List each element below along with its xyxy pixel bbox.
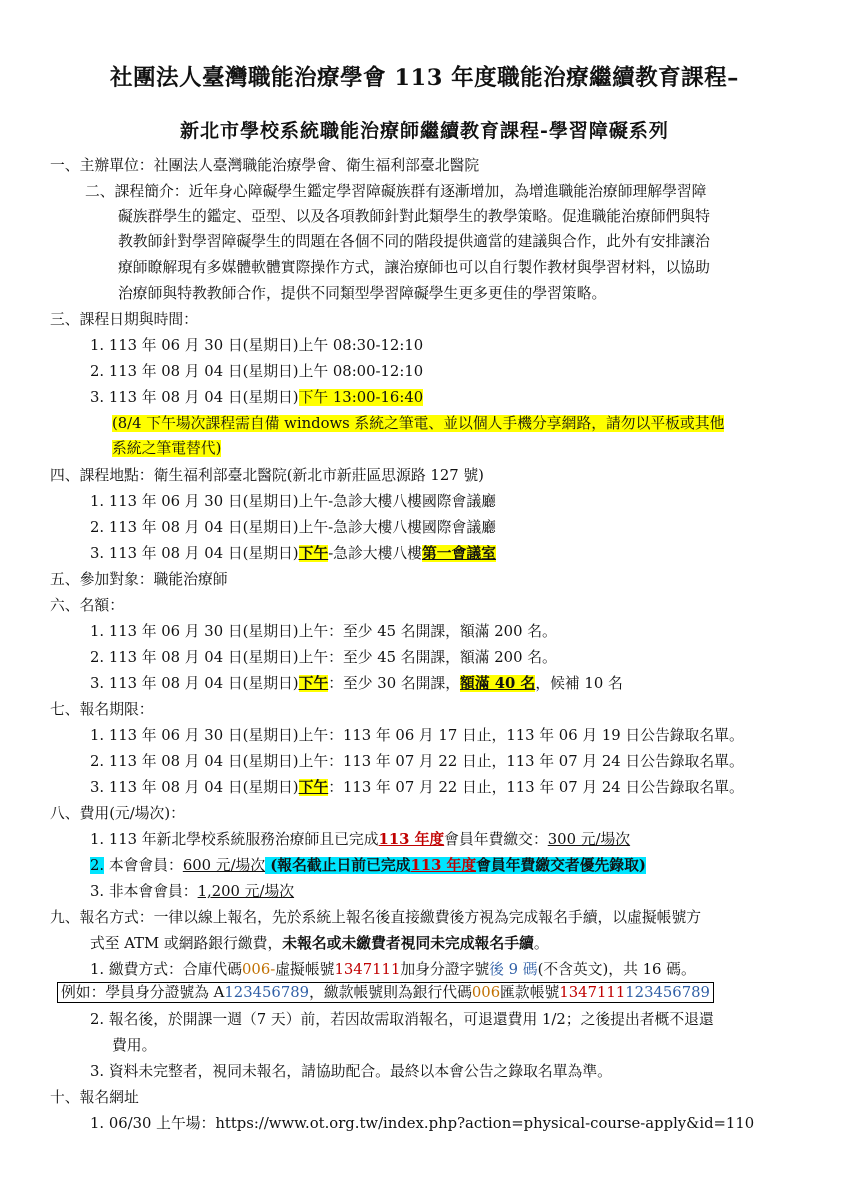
fee-item-3 xyxy=(90,882,294,902)
dates-item-3-time: 下午 13:00-16:40 xyxy=(298,389,424,406)
quota-item-3-waitlist: ，候補 10 名 xyxy=(535,675,623,692)
section-quota-heading: 六、名額： xyxy=(50,597,124,614)
fee-item-2 xyxy=(90,856,646,876)
example-transfer-label: 匯款帳號 xyxy=(500,984,560,1001)
fee-item-1-price: 300 元/場次 xyxy=(547,831,631,848)
registration-period: 。 xyxy=(533,935,549,952)
payment-example-box xyxy=(57,983,714,1003)
fee-item-2-price: 600 元/場次 xyxy=(182,857,266,874)
section-location-heading: 四、課程地點：衛生福利部臺北醫院(新北市新莊區思源路 127 號) xyxy=(50,467,484,484)
fee-item-1-year: 113 年度 xyxy=(378,831,445,848)
dates-note-line-1 xyxy=(112,414,724,434)
quota-item-3-min: ：至少 30 名開課， xyxy=(328,675,461,692)
example-id-number: 123456789 xyxy=(224,984,310,1001)
location-item-3-building: -急診大樓八樓 xyxy=(328,545,422,562)
quota-item-2: 2. 113 年 08 月 04 日(星期日)上午：至少 45 名開課，額滿 200 名。 xyxy=(90,649,557,666)
section-intro-line-1: 二、課程簡介：近年身心障礙學生鑑定學習障礙族群有逐漸增加，為增進職能治療師理解學習障 xyxy=(85,183,707,200)
code-length-note: (不含英文)，共 16 碼。 xyxy=(537,961,696,978)
url-item-1[interactable]: 1. 06/30 上午場：https://www.ot.org.tw/index.php?action=physical-course-apply&id=110 xyxy=(90,1115,755,1132)
dates-note-line-2 xyxy=(112,439,221,459)
laptop-note-2: 系統之筆電替代) xyxy=(112,440,222,457)
quota-item-3-date: 3. 113 年 08 月 04 日(星期日) xyxy=(90,675,299,692)
fee-item-1-text: 1. 113 年新北學校系統服務治療師且已完成 xyxy=(90,831,379,848)
id-suffix-label: 加身分證字號 xyxy=(400,961,490,978)
bank-code: 006- xyxy=(242,961,276,978)
document-title: 社團法人臺灣職能治療學會 113 年度職能治療繼續教育課程– xyxy=(110,65,739,91)
dates-item-1: 1. 113 年 06 月 30 日(星期日)上午 08:30-12:10 xyxy=(90,337,424,354)
section-registration-line-1: 九、報名方式：一律以線上報名，先於系統上報名後直接繳費後方視為完成報名手續，以虛擬帳號方 xyxy=(50,909,702,926)
registration-atm-text: 式至 ATM 或網路銀行繳費， xyxy=(90,935,283,952)
document-subtitle: 新北市學校系統職能治療師繼續教育課程-學習障礙系列 xyxy=(180,120,669,142)
location-item-1: 1. 113 年 06 月 30 日(星期日)上午-急診大樓八樓國際會議廳 xyxy=(90,493,496,510)
section-fee-heading: 八、費用(元/場次)： xyxy=(50,805,185,822)
fee-item-1 xyxy=(90,830,630,850)
section-audience: 五、參加對象：職能治療師 xyxy=(50,571,228,588)
registration-item-3: 3. 資料未完整者，視同未報名，請協助配合。最終以本會公告之錄取名單為準。 xyxy=(90,1063,612,1080)
fee-item-2-year: 113 年度 xyxy=(410,857,477,874)
section-url-heading: 十、報名網址 xyxy=(50,1089,139,1106)
fee-item-2-note-a: (報名截止日前已完成 xyxy=(265,857,411,874)
section-dates-heading: 三、課程日期與時間： xyxy=(50,311,198,328)
quota-item-3-max: 額滿 40 名 xyxy=(460,675,536,692)
section-intro-line-5: 治療師與特教教師合作，提供不同類型學習障礙學生更多更佳的學習策略。 xyxy=(118,285,607,302)
location-item-3-pm: 下午 xyxy=(298,545,329,562)
section-deadline-heading: 七、報名期限： xyxy=(50,701,154,718)
example-account-prefix: 1347111 xyxy=(559,984,626,1001)
quota-item-3-pm: 下午 xyxy=(298,675,329,692)
quota-item-3 xyxy=(90,674,623,694)
example-account-suffix: 123456789 xyxy=(625,984,710,1001)
location-item-3-date: 3. 113 年 08 月 04 日(星期日) xyxy=(90,545,299,562)
virtual-account-prefix: 1347111 xyxy=(334,961,401,978)
virtual-account-label: 虛擬帳號 xyxy=(275,961,335,978)
section-intro-line-4: 療師瞭解現有多媒體軟體實際操作方式，讓治療師也可以自行製作教材與學習材料，以協助 xyxy=(118,259,710,276)
registration-warning: 未報名或未繳費者視同未完成報名手續 xyxy=(282,935,534,952)
dates-item-3 xyxy=(90,388,423,408)
fee-item-2-note-b: 會員年費繳交者優先錄取) xyxy=(476,857,646,874)
section-intro-line-2: 礙族群學生的鑑定、亞型、以及各項教師針對此類學生的教學策略。促進職能治療師們與特 xyxy=(118,208,710,225)
payment-example xyxy=(57,982,714,1003)
dates-item-3-date: 3. 113 年 08 月 04 日(星期日) xyxy=(90,389,299,406)
deadline-item-3 xyxy=(90,778,744,798)
deadline-item-2: 2. 113 年 08 月 04 日(星期日)上午：113 年 07 月 22 日止，113 年 07 月 24 日公告錄取名單。 xyxy=(90,753,744,770)
deadline-item-1: 1. 113 年 06 月 30 日(星期日)上午：113 年 06 月 17 日止，113 年 06 月 19 日公告錄取名單。 xyxy=(90,727,744,744)
fee-item-3-price: 1,200 元/場次 xyxy=(197,883,295,900)
section-intro-line-3: 教教師針對學習障礙學生的問題在各個不同的階段提供適當的建議與合作，此外有安排讓治 xyxy=(118,233,710,250)
registration-item-2-line-1: 2. 報名後，於開課一週（7 天）前，若因故需取消報名，可退還費用 1/2；之後提出者概不退還 xyxy=(90,1011,714,1028)
quota-item-1: 1. 113 年 06 月 30 日(星期日)上午：至少 45 名開課，額滿 200 名。 xyxy=(90,623,557,640)
fee-item-2-label: 本會會員： xyxy=(104,857,183,874)
id-last-9: 後 9 碼 xyxy=(489,961,538,978)
location-item-2: 2. 113 年 08 月 04 日(星期日)上午-急診大樓八樓國際會議廳 xyxy=(90,519,496,536)
deadline-item-3-pm: 下午 xyxy=(298,779,329,796)
dates-item-2: 2. 113 年 08 月 04 日(星期日)上午 08:00-12:10 xyxy=(90,363,424,380)
fee-item-3-label: 3. 非本會會員： xyxy=(90,883,198,900)
deadline-item-3-date: 3. 113 年 08 月 04 日(星期日) xyxy=(90,779,299,796)
fee-item-1-label: 會員年費繳交： xyxy=(444,831,548,848)
example-bank-code: 006 xyxy=(471,984,501,1001)
example-account-label: ，繳款帳號則為銀行代碼 xyxy=(309,984,472,1001)
location-item-3-room: 第一會議室 xyxy=(421,545,496,562)
payment-method-label: 1. 繳費方式：合庫代碼 xyxy=(90,961,242,978)
registration-item-2-line-2: 費用。 xyxy=(112,1037,157,1054)
section-organizer: 一、主辦單位：社團法人臺灣職能治療學會、衛生福利部臺北醫院 xyxy=(50,157,480,174)
deadline-item-3-text: ：113 年 07 月 22 日止，113 年 07 月 24 日公告錄取名單。 xyxy=(328,779,744,796)
section-registration-line-2 xyxy=(90,934,549,954)
registration-item-1 xyxy=(90,960,696,980)
location-item-3 xyxy=(90,544,496,564)
example-id-label: 例如：學員身分證號為 A xyxy=(61,984,225,1001)
fee-item-2-num: 2. xyxy=(90,857,105,874)
laptop-note-1: (8/4 下午場次課程需自備 windows 系統之筆電、並以個人手機分享網路，請勿以平板或其他 xyxy=(112,415,725,432)
